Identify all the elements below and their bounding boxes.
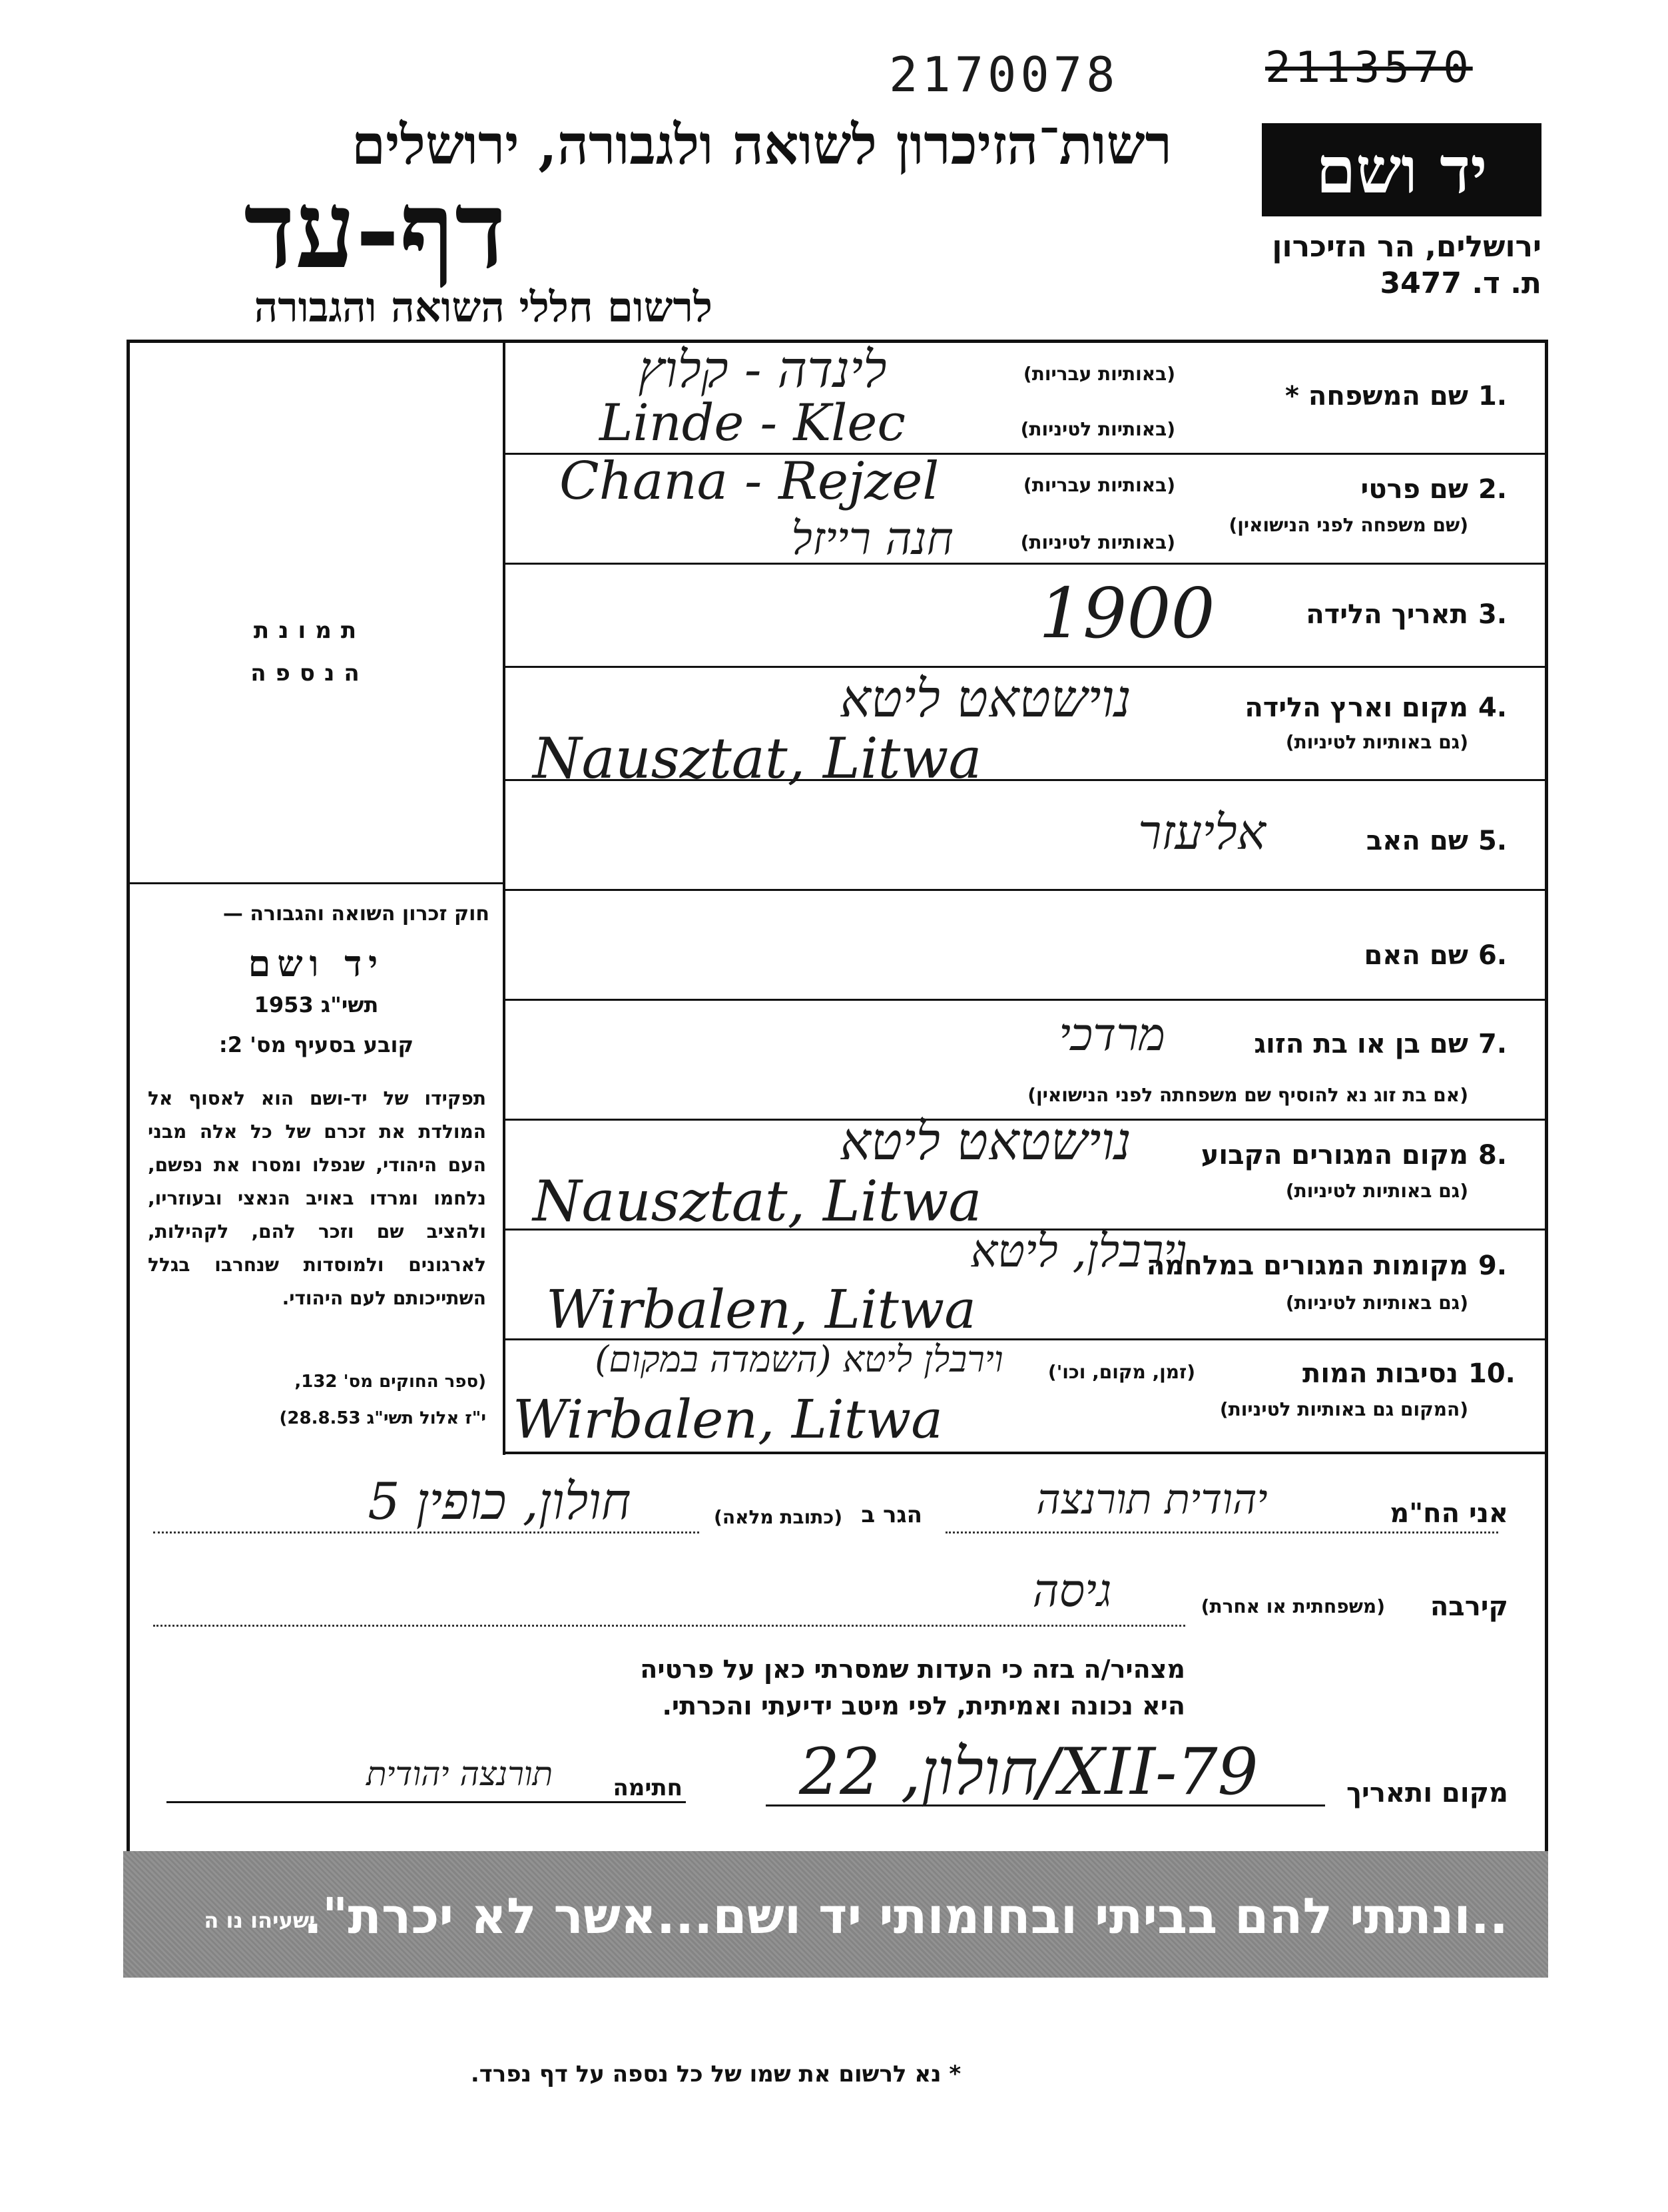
institution-name: רשות־הזיכרון לשואה ולגבורה, ירושלים	[351, 113, 1172, 177]
form-title: דף-עד	[244, 167, 506, 292]
field-2-hint-latin: (באותיות לטיניות)	[1020, 531, 1175, 553]
frame-right	[1545, 340, 1548, 1458]
relation-line	[153, 1625, 1185, 1627]
field-7-value[interactable]: מרדכי	[1059, 1009, 1165, 1061]
field-2-label: שם פרטי	[1360, 474, 1468, 505]
field-2-value-hebrew[interactable]: חנה רייזל	[791, 513, 954, 565]
field-8-value-hebrew[interactable]: נוישטאט ליטא	[840, 1112, 1131, 1172]
signature-line	[166, 1801, 686, 1803]
frame-left	[127, 340, 130, 1458]
signature-value[interactable]: תורנצה יהודית	[366, 1755, 553, 1793]
field-8-number: 8.	[1478, 1140, 1508, 1171]
field-10-value-hebrew[interactable]: וירבלן ליטא (השמדה במקום)	[595, 1338, 1003, 1380]
declarant-frame-left	[127, 1452, 130, 1851]
field-4-value-hebrew[interactable]: נוישטאט ליטא	[840, 669, 1131, 729]
quote-banner	[123, 1851, 1548, 1978]
banner-quote: ..ונתתי להם בביתי ובחומותי יד ושם...אשר לא יכרת".	[303, 1888, 1508, 1945]
field-4-value-latin[interactable]: Nausztat, Litwa	[533, 726, 982, 791]
law-source-1: (ספר החוקים מס' 132,	[294, 1372, 486, 1392]
field-8-value-latin[interactable]: Nausztat, Litwa	[533, 1169, 982, 1234]
field-10-hint-1: (זמן, מקום, וכו')	[1047, 1361, 1195, 1383]
law-source-2: י"ז אלול תשי"ג 28.8.53)	[279, 1408, 486, 1428]
row-sep-5	[505, 889, 1545, 891]
law-name: יד ושם	[248, 942, 385, 985]
field-1-value-latin[interactable]: Linde - Klec	[599, 393, 906, 452]
field-3-value[interactable]: 1900	[1039, 573, 1215, 654]
relation-label: קירבה	[1430, 1591, 1508, 1622]
field-9-label: מקומות המגורים במלחמה	[1146, 1250, 1468, 1281]
signature-label: חתימה	[613, 1775, 683, 1801]
declarant-label: אני הח"מ	[1390, 1498, 1508, 1529]
declarant-relation[interactable]: גיסה	[1032, 1565, 1112, 1617]
field-7-label: שם בן או בת הזוג	[1254, 1029, 1468, 1059]
field-2-sublabel: (שם משפחה לפני הנישואין)	[1229, 514, 1468, 536]
form-subtitle: לרשום חללי השואה והגבורה	[254, 283, 712, 332]
field-5-label: שם האב	[1366, 826, 1468, 856]
field-4-number: 4.	[1478, 692, 1508, 723]
field-2-number: 2.	[1478, 474, 1508, 505]
yad-vashem-logo	[1262, 123, 1541, 216]
relation-hint: (משפחתית או אחרת)	[1201, 1595, 1385, 1617]
declarant-frame-right	[1545, 1452, 1548, 1851]
law-year: תשי"ג 1953	[254, 992, 379, 1017]
row-sep-6	[505, 999, 1545, 1001]
law-box-top-rule	[130, 882, 503, 884]
address-line-2: ת. ד. 3477	[1380, 266, 1541, 300]
logo-text: יד ושם	[1316, 132, 1488, 208]
photo-label-line-1: תמונת	[253, 617, 366, 644]
field-10-label: נסיבות המות	[1302, 1358, 1458, 1389]
declarant-address[interactable]: חולון, כופין 5	[368, 1472, 631, 1531]
field-9-value-hebrew[interactable]: וירבלן, ליטא	[970, 1225, 1187, 1278]
declaration-line-2: היא נכונה ואמיתית, לפי מיטב ידיעתי והכרתי.	[662, 1691, 1185, 1721]
field-8-label: מקום המגורים הקבוע	[1201, 1140, 1468, 1171]
field-10-hint-2: (המקום גם באותיות לטיניות)	[1219, 1398, 1468, 1420]
footnote: * נא לרשום את שמו של כל נספה על דף נפרד.	[470, 2061, 962, 2087]
declaration-line-1: מצהיר/ה בזה כי העדות שמסרתי כאן על פרטיה	[640, 1655, 1185, 1684]
photo-label	[200, 609, 419, 694]
field-10-number: 10.	[1468, 1358, 1516, 1389]
field-1-hint-latin: (באותיות לטיניות)	[1020, 418, 1175, 440]
field-7-hint: (אם בת זוג נא להוסיף שם משפחתה לפני הנישואין)	[1027, 1084, 1468, 1106]
place-date-value[interactable]: חולון, 22/XII-79	[799, 1735, 1258, 1809]
field-4-label: מקום וארץ הלידה	[1245, 692, 1468, 723]
field-4-hint-latin: (גם באותיות לטיניות)	[1285, 731, 1468, 753]
old-document-number: 2113570	[1265, 43, 1473, 93]
field-2-hint-hebrew: (באותיות עבריות)	[1023, 474, 1175, 496]
photo-label-line-2: הנספה	[250, 660, 369, 687]
place-date-label: מקום ותאריך	[1346, 1778, 1508, 1808]
field-3-number: 3.	[1478, 599, 1508, 630]
field-6-number: 6.	[1478, 940, 1508, 971]
field-1-number: 1.	[1478, 381, 1508, 412]
field-9-value-latin[interactable]: Wirbalen, Litwa	[546, 1278, 976, 1340]
declarant-name-line	[946, 1531, 1498, 1533]
banner-source: ישעיהו נו ה	[204, 1908, 316, 1933]
declarant-name[interactable]: יהודית תורנצה	[1036, 1475, 1268, 1523]
row-sep-3	[505, 666, 1545, 668]
address-line-1: ירושלים, הר הזיכרון	[1272, 230, 1541, 264]
law-clause: קובע בסעיף מס' 2:	[218, 1032, 414, 1057]
field-1-label: שם המשפחה *	[1285, 381, 1468, 412]
field-3-label: תאריך הלידה	[1306, 599, 1468, 630]
field-1-value-hebrew[interactable]: לינדה - קלוץ	[638, 340, 887, 399]
address-hint: (כתובת מלאה)	[714, 1506, 842, 1528]
field-5-value[interactable]: אליעזר	[1138, 804, 1266, 860]
address-line	[153, 1531, 699, 1533]
field-1-hint-hebrew: (באותיות עבריות)	[1023, 363, 1175, 385]
field-8-hint-latin: (גם באותיות לטיניות)	[1285, 1180, 1468, 1202]
law-purpose: תפקידו של יד-ושם הוא לאסוף אל המולדת את זכרם של כל אלה מבני העם היהודי, שנפלו ומסרו את נפשם, נלחמו ומרדו באויב הנאצי ובעוזריו, ולהציב שם וזכר להם, לקהילות, לארגונים ולמוסדות שנחרבו בגלל השתייכותם לעם היהודי.	[148, 1087, 486, 1309]
field-9-hint-latin: (גם באותיות לטיניות)	[1285, 1292, 1468, 1314]
row-sep-10	[505, 1452, 1548, 1454]
field-10-value-latin[interactable]: Wirbalen, Litwa	[513, 1388, 943, 1450]
field-7-number: 7.	[1478, 1029, 1508, 1059]
law-heading: חוק זכרון השואה והגבורה —	[222, 902, 489, 926]
document-number: 2170078	[889, 47, 1119, 103]
field-9-number: 9.	[1478, 1250, 1508, 1281]
column-divider	[503, 340, 505, 1455]
field-5-number: 5.	[1478, 826, 1508, 856]
lives-in-label: הגר ב	[861, 1502, 922, 1528]
field-2-value-latin[interactable]: Chana - Rejzel	[559, 451, 940, 511]
field-6-label: שם האם	[1364, 940, 1468, 971]
